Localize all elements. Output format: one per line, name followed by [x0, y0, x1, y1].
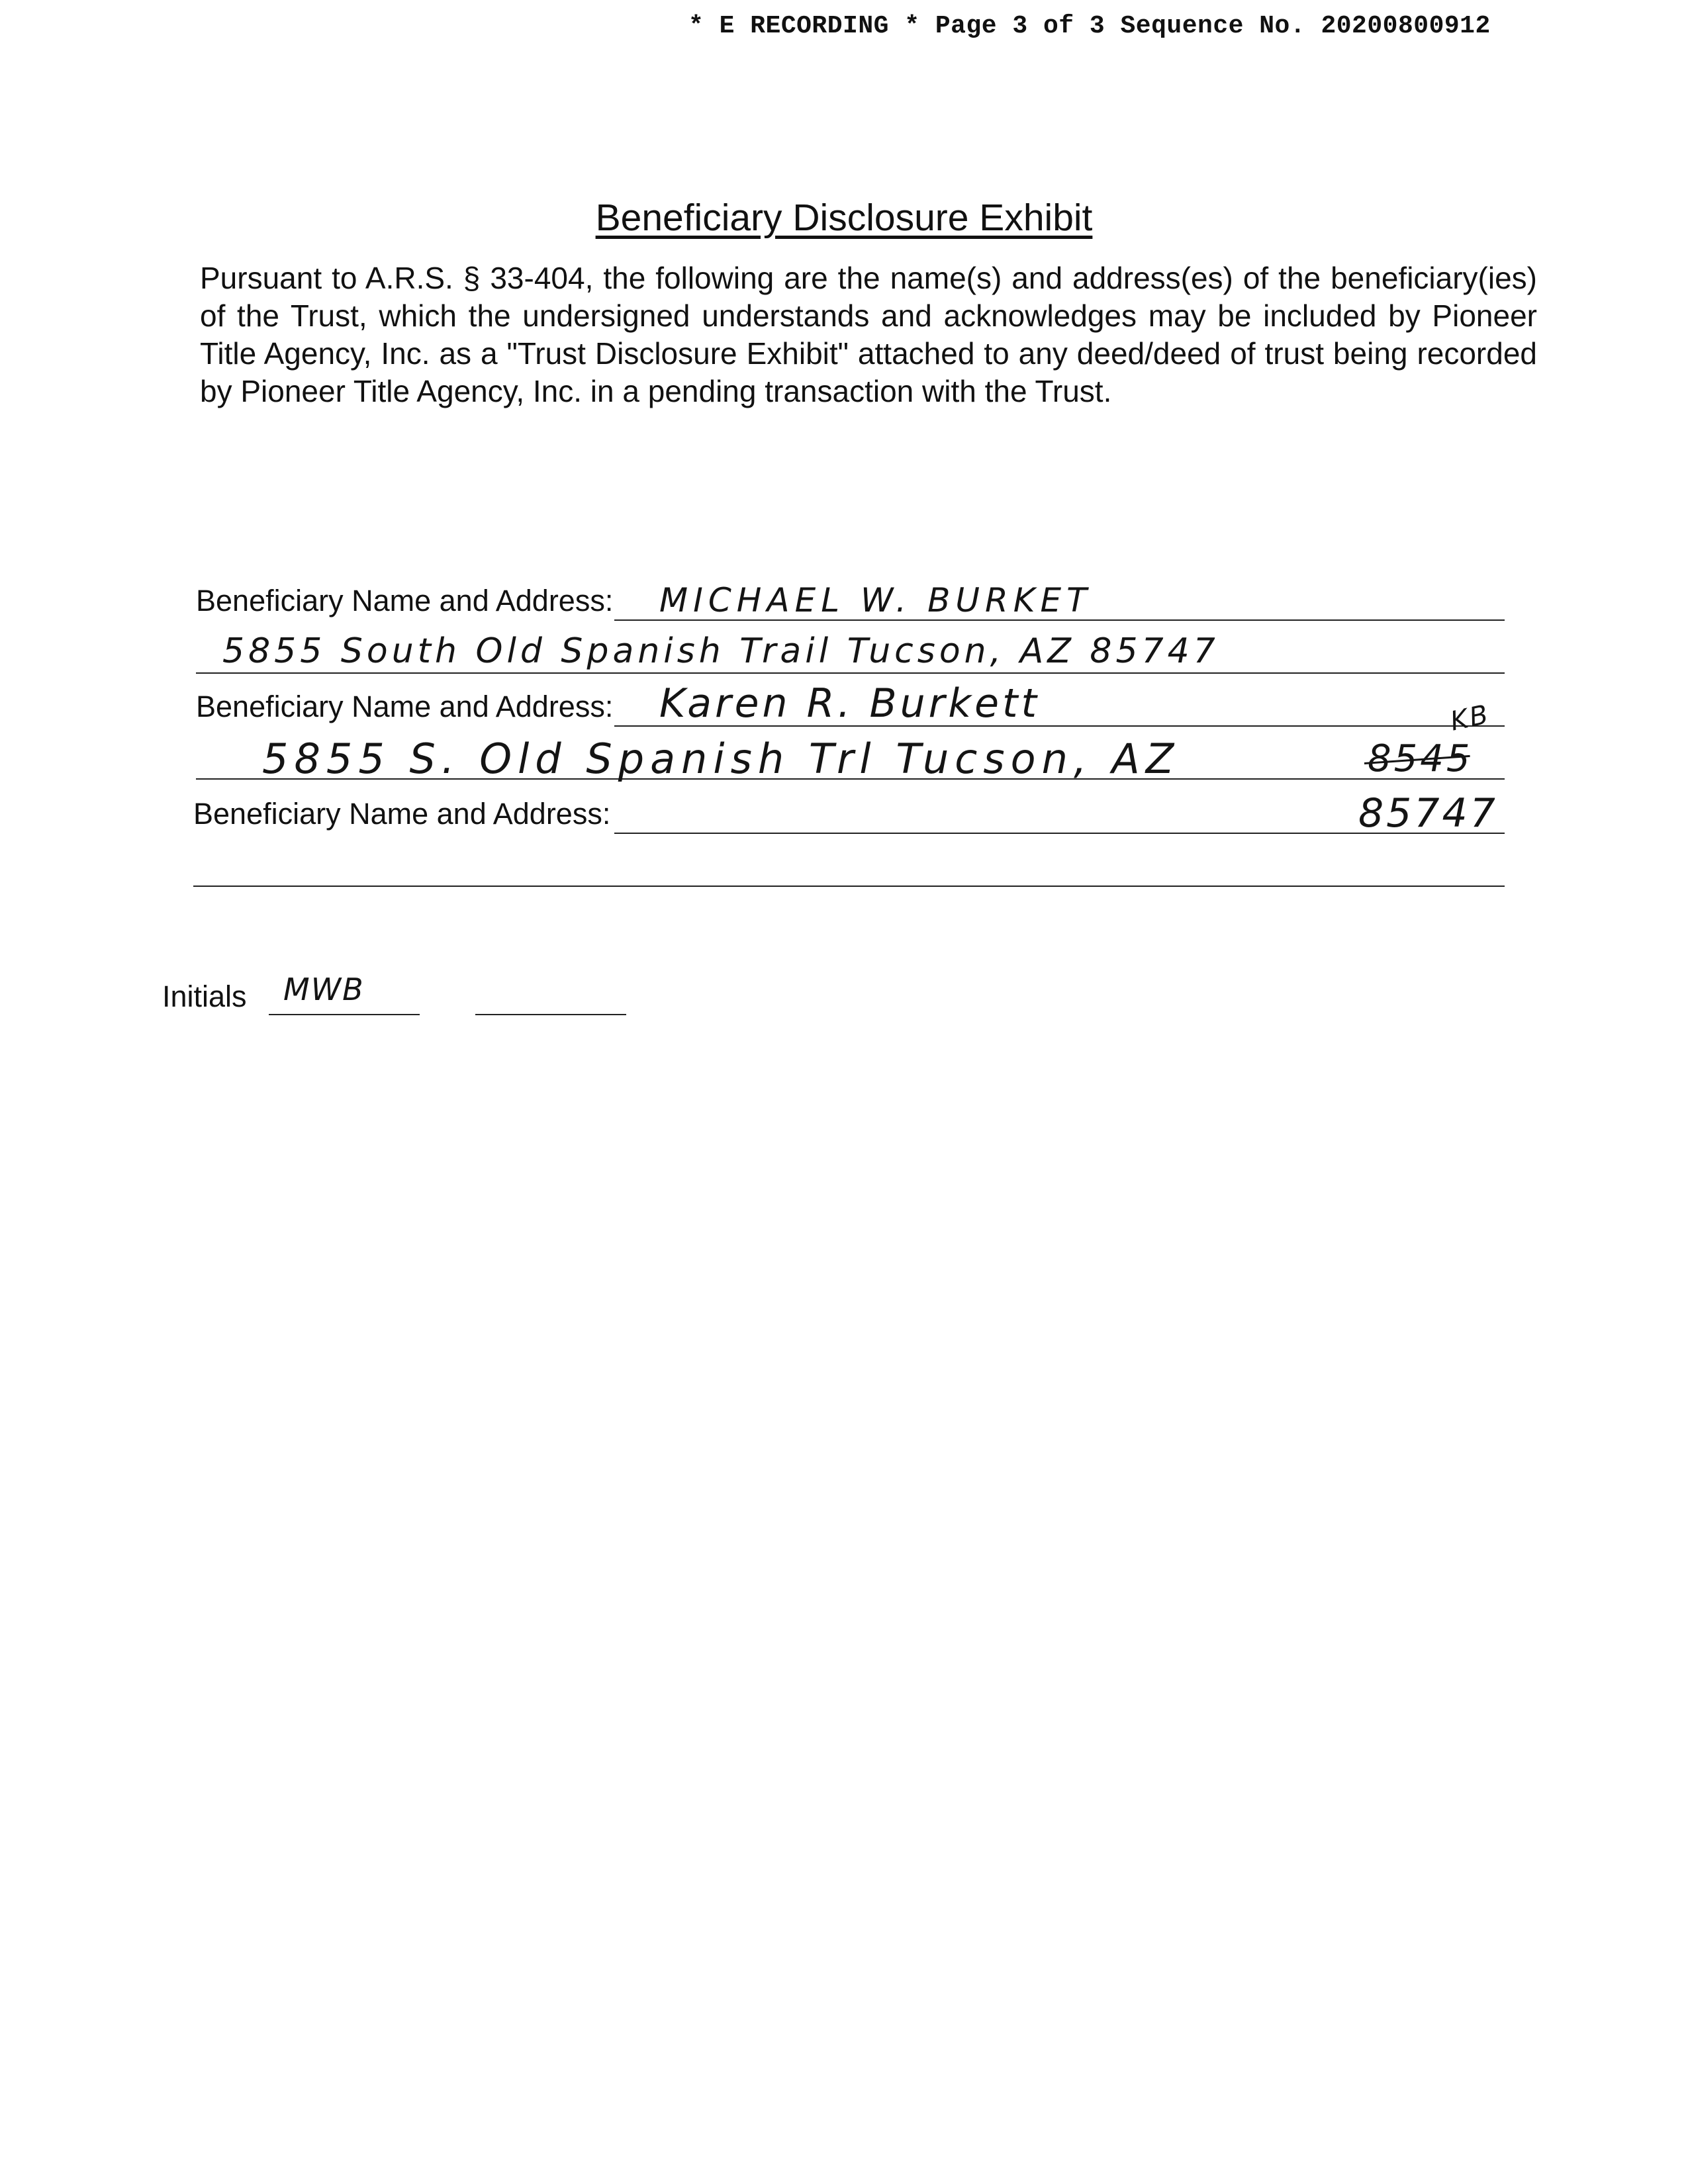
intro-paragraph: Pursuant to A.R.S. § 33-404, the following are the name(s) and address(es) of the beneficiary(ies) of the Trust, which the undersigned understands and acknowledges may be included by Pioneer Title Agency, Inc. as a "Trust Disclosure Exhibit" attached to any deed/deed of trust being recorded by Pioneer Title Agency, Inc. in a pending transaction with the Trust.: [200, 261, 1537, 408]
beneficiary-2-name-row: [196, 680, 1507, 728]
beneficiary-2-struck-zip: 8545: [1368, 737, 1473, 780]
beneficiary-2-address: 5855 S. Old Spanish Trl Tucson, AZ: [262, 735, 1180, 783]
initials-label: Initials: [162, 979, 247, 1013]
page-title: Beneficiary Disclosure Exhibit: [595, 197, 1093, 239]
beneficiary-3-address-row: [193, 848, 1507, 888]
initials-line-1: [269, 1014, 420, 1015]
beneficiary-1-address: 5855 South Old Spanish Trail Tucson, AZ 85747: [222, 631, 1219, 671]
beneficiary-1-name: MICHAEL W. BURKET: [659, 581, 1092, 619]
beneficiary-1-address-row: [196, 631, 1507, 675]
beneficiary-1-name-row: [196, 582, 1507, 622]
beneficiary-1-name-line: [614, 619, 1505, 621]
beneficiary-3-name-row: [193, 790, 1507, 837]
beneficiary-3-label: Beneficiary Name and Address:: [193, 797, 611, 831]
beneficiary-1-address-line: [196, 672, 1505, 674]
beneficiary-3-address-line: [193, 886, 1505, 887]
beneficiary-1-label: Beneficiary Name and Address:: [196, 584, 614, 617]
beneficiary-2-correction-initials: KB: [1447, 699, 1493, 737]
beneficiary-2-corrected-zip: 85747: [1358, 790, 1498, 837]
beneficiary-2-label: Beneficiary Name and Address:: [196, 690, 614, 723]
initials-line-2: [475, 1014, 626, 1015]
beneficiary-2-name: Karen R. Burkett: [659, 680, 1041, 727]
initials-first: MWB: [283, 972, 365, 1007]
recording-header: * E RECORDING * Page 3 of 3 Sequence No. 20200800912: [688, 12, 1491, 40]
